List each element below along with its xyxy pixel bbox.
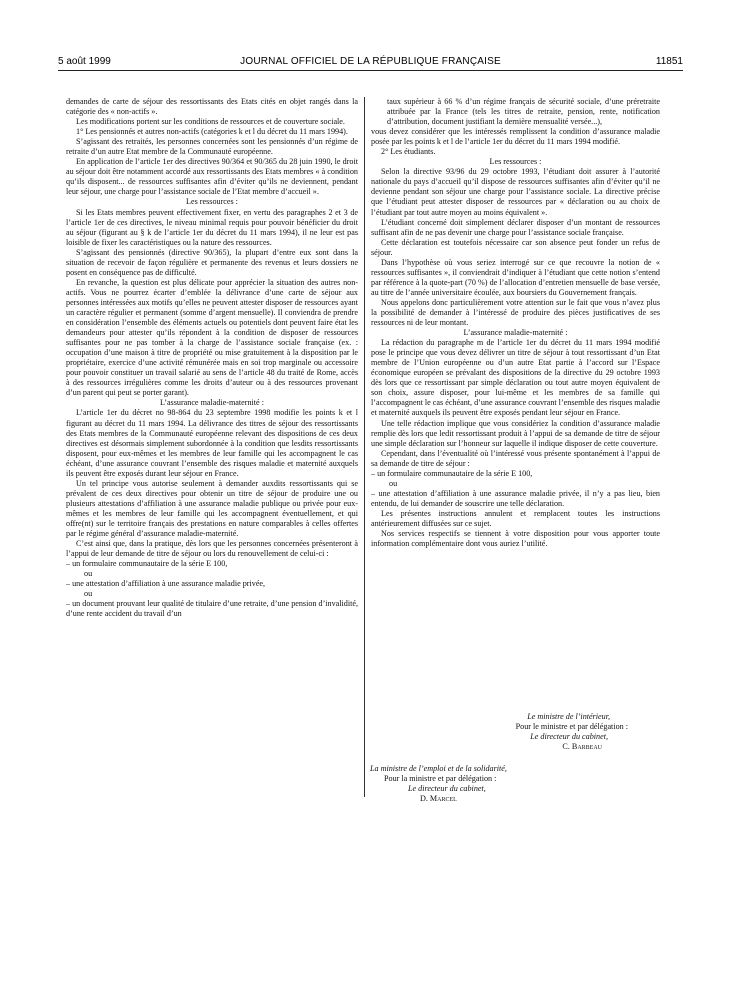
paragraph: Si les Etats membres peuvent effectivement fixer, en vertu des paragraphes 2 et 3 de l’article 1er de ces directives, le niveau minimal requis pour pouvoir bénéficier du droit au séjour (figurant au § k de l’article 1er du décret du 11 mars 1994), il ne leur est pas loisible de fixer les caractéristiques ou la nature des ressources.	[66, 207, 358, 247]
paragraph: Les présentes instructions annulent et remplacent toutes les instructions antérieurement diffusées sur ce sujet.	[371, 508, 660, 528]
header-rule	[58, 70, 683, 71]
minister-title: La ministre de l’emploi et de la solidarité,	[370, 764, 507, 773]
page-number: 11851	[655, 56, 683, 67]
page-header	[58, 56, 683, 70]
signatory-name: C. Barbeau	[562, 742, 602, 752]
list-item: – un formulaire communautaire de la série E 100,	[371, 468, 533, 478]
paragraph: Nos services respectifs se tiennent à votre disposition pour vous apporter toute information complémentaire dont vous auriez l’utilité.	[371, 529, 660, 549]
paragraph: vous devez considérer que les intéressés remplissent la condition d’assurance maladie posée par les points k et l de l’article 1er du décret du 11 mars 1994 modifié.	[371, 127, 660, 147]
paragraph: Cette déclaration est toutefois nécessaire car son absence peut fonder un refus de séjour.	[371, 237, 660, 257]
section-heading: L’assurance maladie-maternité :	[463, 328, 568, 338]
column-divider	[364, 97, 365, 797]
signatory-name: D. Marcel	[420, 794, 457, 804]
paragraph: Nous appelons donc particulièrement votre attention sur le fait que vous n’avez plus la possibilité de demander à l’intéressé de produire des pièces justificatives de ses ressources ni de leur montant.	[371, 297, 660, 328]
paragraph: En application de l’article 1er des directives 90/364 et 90/365 du 28 juin 1990, le droit au séjour doit être notamment accordé aux ressortissants des Etats membres « à condition qu’ils disposent... de ressources suffisantes afin d’éviter qu’ils ne deviennent, pendant leur séjour, une charge pour l’assistance sociale de l’Etat membre d’accueil ».	[66, 157, 358, 197]
journal-title: JOURNAL OFFICIEL DE LA RÉPUBLIQUE FRANÇAISE	[240, 56, 501, 67]
paragraph: Les modifications portent sur les conditions de ressources et de couverture sociale.	[76, 117, 345, 127]
list-item: – un formulaire communautaire de la série E 100,	[66, 559, 228, 569]
paragraph: Dans l’hypothèse où vous seriez interrogé sur ce que recouvre la notion de « ressources suffisantes », il conviendrait d’indiquer à l’étudiant que cette notion s’entend par référence à la quote-part (70 %) de l’allocation d’entretien mensuelle de base versée, au titre de l’année universitaire écoulée, aux boursiers du Gouvernement français.	[371, 257, 660, 297]
paragraph: S’agissant des pensionnés (directive 90/365), la plupart d’entre eux sont dans la situation de recevoir de façon régulière et permanente des revenus et leurs dossiers ne posent en conséquence pas de difficulté.	[66, 247, 358, 277]
section-heading: Les ressources :	[489, 157, 542, 167]
minister-title: Le ministre de l’intérieur,	[527, 712, 610, 721]
paragraph: Cependant, dans l’éventualité où l’intéressé vous présente spontanément à l’appui de sa demande de titre de séjour :	[371, 448, 660, 468]
delegation-line: Pour le ministre et par délégation :	[515, 722, 628, 732]
paragraph: En revanche, la question est plus délicate pour apprécier la situation des autres non-actifs. Vous ne pourrez écarter d’emblée la délivrance d’une carte de séjour aux personnes intéressées aux motifs qu’elles ne peuvent attester disposer de ressources ayant un caractère régulier et permanent (somme d’argent mensuelle). Il conviendra de prendre en considération l’ensemble des éléments actuels ou potentiels dont peuvent faire état les demandeurs pour attester qu’ils répondent à la condition de disposer de ressources suffisantes pour ne pas tomber à la charge de l’assistance sociale française (ex. : occupation d’une maison à titre de propriété ou mise gratuitement à la disposition par le propriétaire, exercice d’une activité rémunérée mais en soi trop marginale ou accessoire pour pouvoir constituer un travail salarié au sens de l’article 48 du traité de Rome, accès à des ressources irrégulières comme les droits d’auteur ou à des ressources provenant d’un parent qui peut se porter garant).	[66, 277, 358, 398]
director-title: Le directeur du cabinet,	[530, 732, 608, 742]
paragraph: Selon la directive 93/96 du 29 octobre 1993, l’étudiant doit assurer à l’autorité nationale du pays d’accueil qu’il dispose de ressources suffisantes afin d’éviter qu’il ne devienne pendant son séjour une charge pour l’assistance sociale. La directive précise que l’étudiant peut attester disposer de ressources par « déclaration ou au choix de l’étudiant par tout autre moyen au moins équivalent ».	[371, 167, 660, 217]
signature-interieur	[371, 712, 660, 752]
paragraph: S’agissant des retraités, les personnes concernées sont les pensionnés d’un régime de retraite d’un autre Etat membre de la Communauté européenne.	[66, 137, 358, 157]
paragraph: L’étudiant concerné doit simplement déclarer disposer d’un montant de ressources suffisant afin de ne pas devenir une charge pour l’assistance sociale française.	[371, 217, 660, 237]
paragraph: C’est ainsi que, dans la pratique, dès lors que les personnes concernées présenteront à l’appui de leur demande de titre de séjour ou lors du renouvellement de celui-ci :	[66, 539, 358, 559]
left-column	[66, 97, 358, 619]
list-separator: ou	[84, 589, 93, 599]
list-item: – une attestation d’affiliation à une assurance maladie privée, il n’y a pas lieu, bien entendu, de lui demander de souscrire une telle déclaration.	[371, 488, 660, 508]
paragraph: 1° Les pensionnés et autres non-actifs (catégories k et l du décret du 11 mars 1994).	[76, 127, 348, 137]
paragraph: demandes de carte de séjour des ressortissants des Etats cités en objet rangés dans la catégorie des « non-actifs ».	[66, 97, 358, 117]
header-date: 5 août 1999	[58, 56, 111, 67]
right-column	[371, 97, 660, 549]
section-heading: Les ressources :	[186, 197, 238, 207]
signature-emploi	[370, 764, 630, 804]
list-separator: ou	[389, 478, 398, 488]
section-heading: L’assurance maladie-maternité :	[160, 398, 264, 408]
paragraph: Une telle rédaction implique que vous considériez la condition d’assurance maladie remplie dès lors que ledit ressortissant produit à l’appui de sa demande de titre de séjour une simple déclaration sur l’honneur sur laquelle il indique disposer de cette couverture.	[371, 418, 660, 448]
paragraph: L’article 1er du décret no 98-864 du 23 septembre 1998 modifie les points k et l figurant au décret du 11 mars 1994. La délivrance des titres de séjour des ressortissants des Etats membres de la Communauté européenne relevant des dispositions de ces deux directives est désormais simplement subordonnée à la condition que lesdits ressortissants disposent, pour eux-mêmes et les membres de leur famille qui les accompagnent le cas échéant, d’une assurance couvrant l’ensemble des risques maladie et maternité auxquels ils peuvent être exposés durant leur séjour en France.	[66, 408, 358, 478]
paragraph: Un tel principe vous autorise seulement à demander auxdits ressortissants qui se prévalent de ces deux directives pour obtenir un titre de séjour de produire une ou plusieurs attestations d’affiliation à une assurance maladie publique ou privée pour eux-mêmes et les membres de leur famille qui les accompagnent éventuellement, et qui offre(nt) sur le territoire français des prestations en nature comparables à celles offertes par le régime général d’assurance maladie-maternité.	[66, 478, 358, 539]
paragraph: La rédaction du paragraphe m de l’article 1er du décret du 11 mars 1994 modifié pose le principe que vous devez délivrer un titre de séjour à tout ressortissant d’un Etat membre de l’Union européenne ou d’un autre Etat partie à l’accord sur l’Espace économique européen se prévalant des dispositions de la directive du 29 octobre 1993 dès lors que ce ressortissant par simple déclaration ou tout autre moyen équivalent de son choix, assure disposer, pour lui-même et les membres de sa famille qui l’accompagnent le cas échéant, d’une assurance couvrant l’ensemble des risques maladie et maternité auxquels ils peuvent être exposés pendant leur séjour en France.	[371, 338, 660, 418]
list-item: – une attestation d’affiliation à une assurance maladie privée,	[66, 579, 266, 589]
list-separator: ou	[84, 569, 93, 579]
paragraph: taux supérieur à 66 % d’un régime français de sécurité sociale, d’une préretraite attribuée par la France (tels les titres de retraite, pension, rente, notification d’attribution, document justifiant la dernière mensualité versée...),	[387, 97, 660, 127]
delegation-line: Pour la ministre et par délégation :	[384, 774, 497, 784]
list-item: – un document prouvant leur qualité de titulaire d’une retraite, d’une pension d’invalidité, d’une rente accident du travail d’un	[66, 599, 358, 619]
director-title: Le directeur du cabinet,	[408, 784, 486, 794]
section-heading: 2° Les étudiants.	[381, 147, 436, 157]
